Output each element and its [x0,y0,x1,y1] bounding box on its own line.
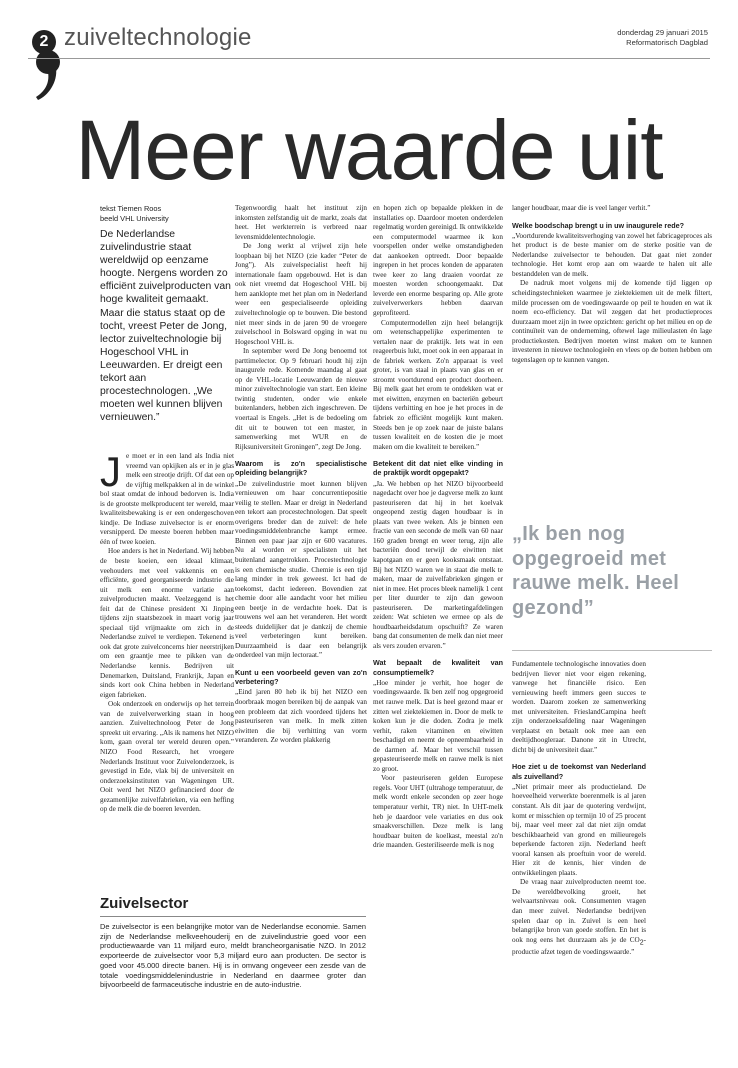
dropcap: J [100,448,121,495]
col2-question-1: Waarom is zo'n specialistische opleiding belangrijk? [235,459,367,478]
article-column-4-bottom [512,660,646,957]
col4-answer-4 [512,878,646,957]
col1-paragraph-3: Ook onderzoek en onderwijs op het terrein van de zuivelverwerking staan in hoog aanzien. Zuiveltechnoloog Peter de Jong spreekt uit ervaring. „Als ik namens het NIZO kom, gaan overal ter wereld deuren open.” NIZO Food Research, het vroegere Nederlands Instituut voor Zuivelonderzoek, is gevestigd in Ede, vlak bij de universiteit en onderzoeksinstituten van Wageningen UR. Ooit werd het NIZO gefinancierd door de gezamenlijke zuivelfabrieken, via een heffing op de melk die de boeren leverden. [100,700,234,814]
box-title: Zuivelsector [100,895,189,912]
col2-answer-2: „Eind jaren 80 heb ik bij het NIZO een doorbraak mogen bereiken bij de aanpak van een probleem dat zich voordeed tijdens het pasteuriseren van melk. In melk zitten eiwitten die bij verhitting van vorm veranderen. Ze worden plakkerig [235,688,367,745]
col3-answer-2: „Hoe minder je verhit, hoe hoger de voedingswaarde. Ik ben zelf nog opgegroeid met rauwe melk. Dat is heel gezond maar er zitten wel ziektekiemen in. Door de melk te koken kun je die doden. Zodra je melk verhit, raken vitaminen en eiwitten beschadigd en neemt de opneembaarheid in de darmen af. Maar het verschil tussen gepasteuriseerde melk en rauwe melk is niet zo groot. [373,678,503,773]
col1-paragraph-2: Hoe anders is het in Nederland. Wij hebben de beste koeien, een ideaal klimaat, veehouders met veel vakkennis en een efficiënte, goed georganiseerde industrie die uit melk een enorme variatie aan zuivelproducten maakt. Veelzeggend is het feit dat de Chinese president Xi Jinping tijdens zijn staatsbezoek in maart vorig jaar speciaal tijd vrijmaakte om zich in de Nederlandse zuivel te verdiepen. Tekenend is ook dat grote zuivelconcerns hier neerstrijken om een graantje mee te pikken van de Nederlandse kennis. Bedrijven uit Denemarken, Duitsland, Frankrijk, Japan en sinds kort ook China hebben in Nederland eigen fabrieken. [100,547,234,699]
credit-image: beeld VHL University [100,214,169,223]
article-column-1 [100,448,234,815]
col4-question-2: Hoe ziet u de toekomst van Nederland als zuivelland? [512,762,646,781]
box-text: De zuivelsector is een belangrijke motor van de Nederlandse economie. Samen zijn de Nederlandse melkveehouderij en de zuivelindustrie goed voor een productiewaarde van 11 miljard euro, meldt brancheorganisatie NZO. In 2012 exporteerde de zuivelsector voor 5,3 miljard euro aan producten. De sector is goed voor 45.000 directe banen. Hij is in omvang ongeveer een zesde van de totale voedingsmiddelenindustrie in Nederland en daarmee groter dan bijvoorbeeld de farmaceutische industrie en de auto-industrie. [100,922,366,990]
col3-question-1: Betekent dit dat niet elke vinding in de praktijk wordt opgepakt? [373,459,503,478]
header-rule [28,58,710,59]
col4-answer-2: De nadruk moet volgens mij de komende tijd liggen op scheidingstechnieken waarmee je ziektekiemen uit de melk filtert, milde processen om de voedingswaarde op peil te houden en wat ik noem eco-efficiency. Dat wil zeggen dat het productieproces duurzaam moet zijn in twee opzichten: gericht op het milieu en op de continuïteit van de onderneming, oftewel lage milieulasten én lage productiekosten. Bedrijven moeten winst maken om te kunnen investeren in nieuwe technologieën en vlees op de botten hebben om tegenslagen op te kunnen vangen. [512,279,712,364]
col1-paragraph-1: e moet er in een land als India niet vreemd van opkijken als er in je glas melk een streotje drijft. Of dat een op de vijftig melkpakken al in de winkel bol staat omdat de inhoud bedorven is. India is de grootste melkproducent ter wereld, maar kwaliteitsbewaking is er een ondergeschoven kindje. De Indiase zuivelsector is er enorm versnipperd. De meeste boeren hebben maar één of twee koeien. [100,452,234,546]
col4-question-1: Welke boodschap brengt u in uw inaugurele rede? [512,220,684,230]
col4-paragraph-1: langer houdbaar, maar die is veel langer verhit.” [512,204,651,212]
col4-answer-4-end: -productie afzet tegen de voedingswaarde.” [512,935,646,956]
col3-question-2: Wat bepaalt de kwaliteit van consumptiemelk? [373,658,503,677]
col2-answer-1: „De zuivelindustrie moet kunnen blijven vernieuwen om haar concurrentiepositie veilig te stellen. Maar er dreigt in Nederland een tekort aan procestechnologen. Dat speelt overigens breder dan de zuivel: de hele voedingsmiddelenbranche kampt ermee. Binnen een paar jaar zijn er 600 vacatures. Nu al worden er specialisten uit het buitenland aangetrokken. Procestechnologie is een chemische studie. Chemie is een tijd lang minder in trek geweest. Ict had de toekomst, dacht iedereen. Bovendien zat chemie door alle aandacht voor het milieu een beetje in de verdachte hoek. Dat is trouwens wel aan het veranderen. Het wordt steeds duidelijker dat je dankzij de chemie veel verbeteringen kunt bereiken. Duurzaamheid is daar een belangrijk onderdeel van mijn lectoraat.” [235,479,367,660]
col4-answer-1: „Voortdurende kwaliteitsverhoging van zowel het fabricageproces als het product is de beste manier om de sterke positie van de Nederlandse zuivelsector te behouden. Dat gaat niet zonder technologie. Het komt erop aan om waarde te halen uit alle bestanddelen van de melk. [512,231,712,278]
credit-text: tekst Tiemen Roos [100,204,162,213]
pull-quote: „Ik ben nog opgegroeid met rauwe melk. Heel gezond” [512,523,680,619]
article-column-3 [373,204,503,851]
byline [100,204,169,224]
issue-meta [617,28,708,48]
article-column-4-top [512,204,712,365]
box-rule [100,916,366,917]
col3-paragraph-1: en hopen zich op bepaalde plekken in de installaties op. Daardoor moeten onderdelen regelmatig worden gereinigd. Ik ontwikkelde een computermodel waarmee ik kon voorspellen onder welke omstandigheden dat aankoeken optreedt. Door bepaalde ingrepen in het proces konden de apparaten twee keer zo lang draaien voordat ze moesten worden schoongemaakt. Dat leverde een enorme besparing op. Alle grote zuivelverwerkers hebben daarvan geprofiteerd. [373,204,503,318]
col3-paragraph-2: Computermodellen zijn heel belangrijk om wetenschappelijke experimenten te vertalen naar de praktijk. Iets wat in een reageerbuis lukt, moet ook in een apparaat in de fabriek werken. Zo'n apparaat is veel groter, is van staal in plaats van glas en er stroomt voortdurend een product doorheen. Bij melk gaat het erom te ontdekken wat er met eiwitten, enzymen en bacteriën gebeurt tijdens verhitting en hoe je het proces in de fabriek zo efficiënt mogelijk kunt maken. Steeds ben je op zoek naar de juiste balans tussen kwaliteit en de kosten die je moet maken om die kwaliteit te bereiken.” [373,318,503,451]
col2-question-2: Kunt u een voorbeeld geven van zo'n verbetering? [235,668,367,687]
pull-quote-rule [512,650,712,651]
article-column-2 [235,204,367,746]
col3-answer-1: „Ja. We hebben op het NIZO bijvoorbeeld nagedacht over hoe je dagverse melk zo kunt pasteuriseren dat hij in het koelvak ongeopend zestig dagen houdbaar is in plaats van twee weken. Als je binnen een fractie van een seconde de melk van 60 naar 160 graden brengt en weer terug, zijn alle bacteriën dood terwijl de eiwitten niet kapotgaan en er geen kooksmaak ontstaat. Bij het NIZO waren we in staat die melk te maken, maar de zuivelfabrieken gingen er niet in mee. Het proces bleek namelijk 1 cent per liter duurder te zijn dan gewoon pasteuriseren. De marketingafdelingen zeiden: Wat schieten we ermee op als de houdbaarheidsdatum opschuift? Ze waren bang dat consumenten de melk dan niet meer als vers zouden ervaren.” [373,479,503,650]
col3-answer-3: Voor pasteuriseren gelden Europese regels. Voor UHT (ultrahoge temperatuur, de melk wordt enkele seconden op zeer hoge temperatuur verhit, TR) niet. In UHT-melk heb je daardoor vele variaties en dus ook smaakverschillen. Deze melk is lang houdbaar buiten de koelkast, meestal zo'n drie maanden. Gesteriliseerde melk is nog [373,774,503,850]
col2-paragraph-2: De Jong werkt al vrijwel zijn hele loopbaan bij het NIZO (zie kader “Peter de Jong”). Als zuivelspecialist heeft hij internationale faam opgebouwd. Het is dan ook niet vreemd dat Hogeschool VHL bij hem aanklopte met het plan om in Nederland weer een gespecialiseerde opleiding zuiveltechnologie op te bouwen. Die bestond niet meer sinds in de jaren 90 de vroegere zuivelschool in Bolsward opging in wat nu Hogeschool VHL is. [235,242,367,346]
issue-date: donderdag 29 januari 2015 [617,28,708,37]
col2-paragraph-1: Tegenwoordig haalt het instituut zijn inkomsten zelfstandig uit de markt, zoals dat heet. Het werkterrein is verbreed naar levensmiddelentechnologie. [235,204,367,241]
col4-answer-3: „Niet primair meer als productieland. De hoeveelheid verwerkte boerenmelk is al jaren constant. Als dit jaar de quotering verdwijnt, komt er misschien op termijn 10 of 25 procent bij, maar veel meer zal dat niet zijn omdat beschikbaarheid van grond en milieuregels beperkende factoren zijn. Nederland heeft vooral kansen als proeftuin voor de wereld. Hier zit de kennis, hier vinden de ontwikkelingen plaats. [512,782,646,877]
comma-logo-icon [34,42,62,102]
newspaper-name: Reformatorisch Dagblad [626,38,708,47]
col2-paragraph-3: In september werd De Jong benoemd tot parttimelector. Op 9 februari houdt hij zijn inaugurele rede. Komende maandag al gaat op de VHL-locatie Leeuwarden de nieuwe minor zuiveltechnologie van start. Een kleine twintig studenten, onder wie enkele buitenlanders, hebben zich ingeschreven. De voertaal is Engels. „Het is de bedoeling om dit uit te bouwen tot een master, in samenwerking met WUR en de Rijksuniversiteit Groningen”, zegt De Jong. [235,347,367,451]
intro-text: De Nederlandse zuivelindustrie staat wereldwijd op eenzame hoogte. Nergens worden zo efficiënt zuivelproducten van hoge kwaliteit gemaakt. Maar die status staat op de tocht, vreest Peter de Jong, lector zuiveltechnologie bij Hogeschool VHL in Leeuwarden. Er dreigt een tekort aan procestechnologen. „We moeten wel kunnen blijven vernieuwen.” [100,229,231,424]
co2-subscript: 2 [639,939,644,947]
page-number-badge: 2 [32,30,56,54]
intro-lead [100,228,232,424]
headline: Meer waarde uit [75,103,663,197]
section-title: zuiveltechnologie [64,24,252,51]
col4-answer-4-text: De vraag naar zuivelproducten neemt toe. De wereldbevolking groeit, het welvaartsniveau ook. Consumenten vragen dan meer zuivel. Nederlandse bedrijven spelen daar op in. Zuivel is een heel belangrijke bron van goede stoffen. En het is ook nog eens het duurzaam als je de CO [512,878,646,944]
col4-paragraph-2: Fundamentele technologische innovaties doen bedrijven liever niet voor eigen rekening, vanwege het financiële risico. Een vernieuwing heeft immers geen succes te worden. Daarom zoeken ze samenwerking met universiteiten. FrieslandCampina heeft zijn onderzoeksafdeling naar Wageningen verplaatst en betaalt ook mee aan een deeltijdhoogleraar. Danone zit in Utrecht, dicht bij de universiteit daar.” [512,660,646,754]
